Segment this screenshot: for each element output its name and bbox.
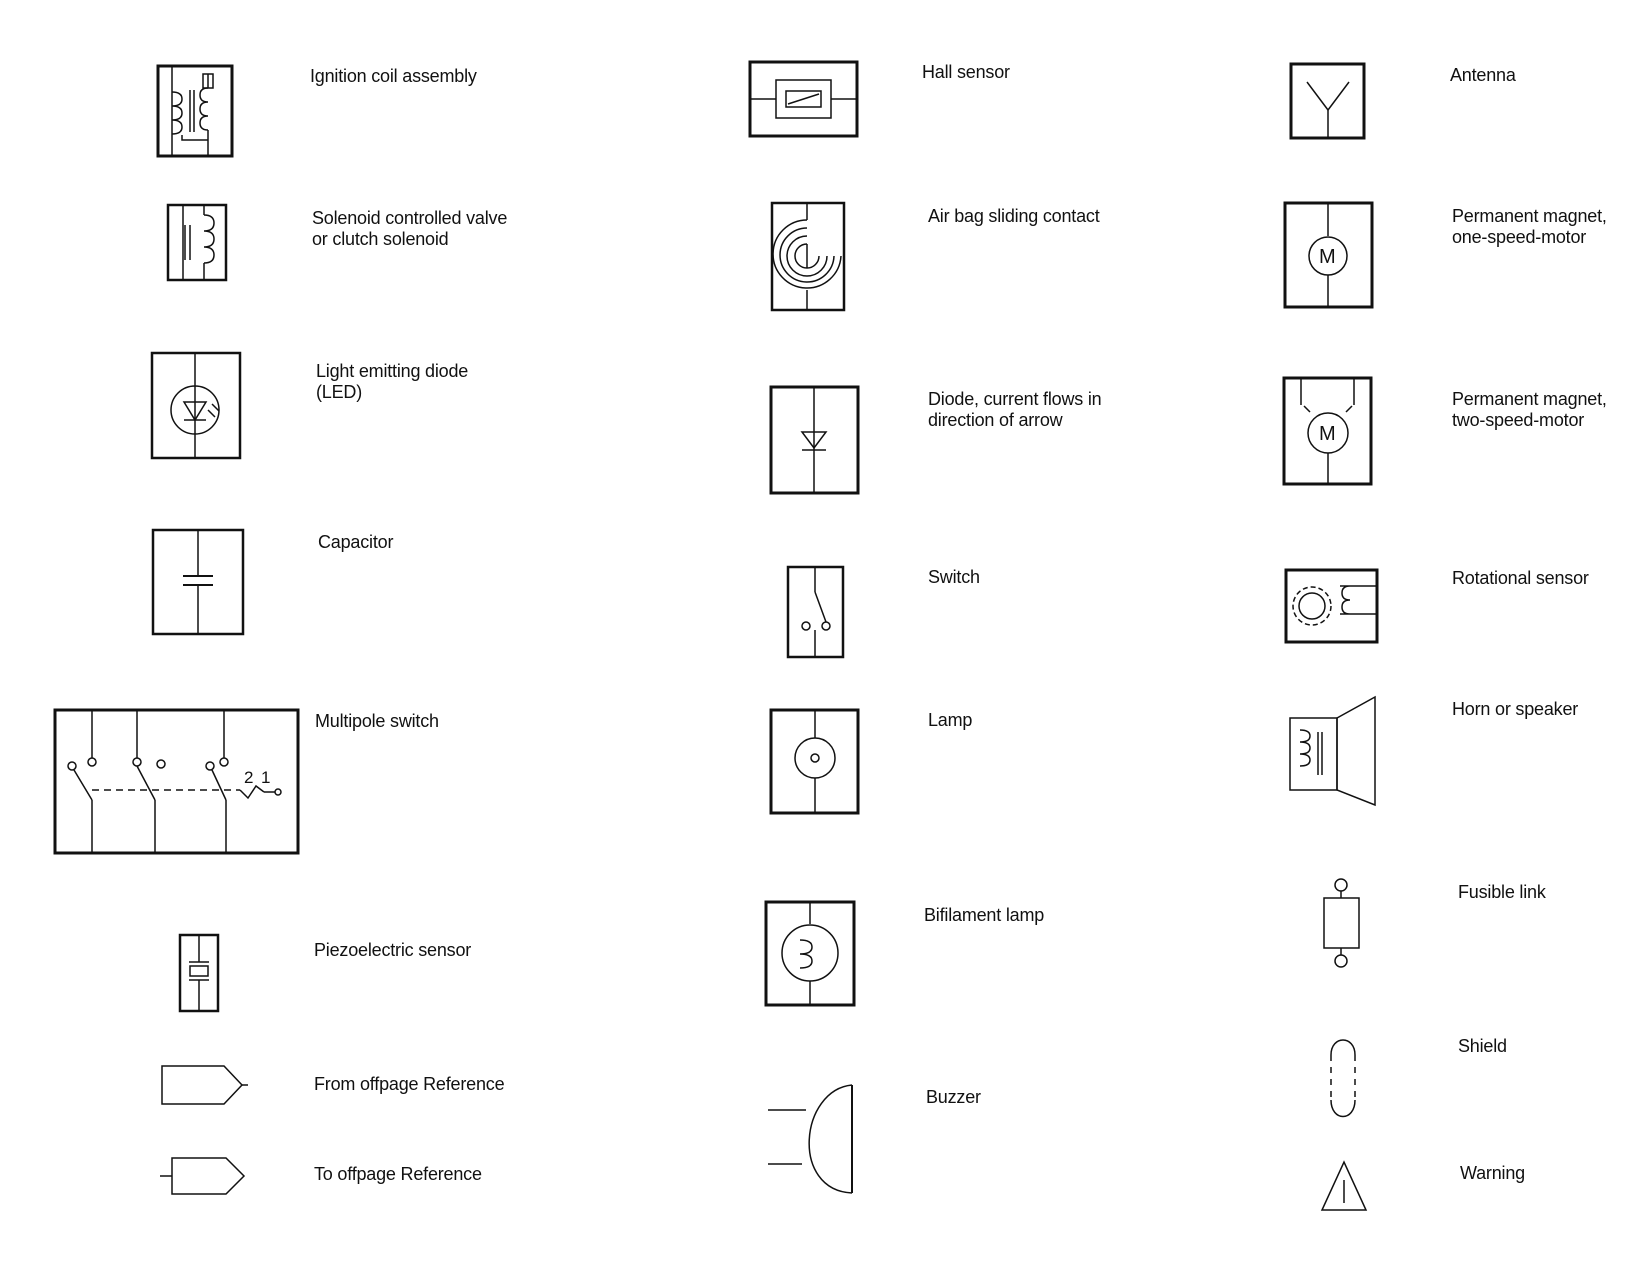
pole-label-1: 1 [261,768,271,787]
solenoid-valve-icon [168,205,226,280]
piezo-sensor-icon [180,935,218,1011]
from-offpage-icon [162,1066,248,1104]
label-airbag-contact: Air bag sliding contact [928,206,1100,226]
label-one-speed-motor: Permanent magnet, one-speed-motor [1452,206,1607,247]
label-horn-speaker: Horn or speaker [1452,699,1579,719]
motor-letter-2: M [1319,423,1336,445]
warning-icon [1322,1162,1366,1210]
led-icon [152,353,240,458]
multipole-switch-icon [55,710,298,853]
antenna-icon [1291,64,1364,138]
capacitor-icon [153,530,243,634]
diode-icon [771,387,858,493]
label-hall-sensor: Hall sensor [922,62,1010,82]
label-fusible-link: Fusible link [1458,882,1546,902]
label-two-speed-motor: Permanent magnet, two-speed-motor [1452,389,1607,430]
ignition-coil-icon [158,66,232,156]
label-to-offpage: To offpage Reference [314,1164,482,1184]
label-switch: Switch [928,567,980,587]
label-multipole-switch: Multipole switch [315,711,439,731]
pole-label-2: 2 [244,768,254,787]
label-antenna: Antenna [1450,65,1516,85]
fusible-link-icon [1324,879,1359,967]
switch-icon [788,567,843,657]
lamp-icon [771,710,858,813]
rotational-sensor-icon [1286,570,1377,642]
label-piezo-sensor: Piezoelectric sensor [314,940,472,960]
label-solenoid-valve: Solenoid controlled valve or clutch solenoid [312,208,508,249]
label-shield: Shield [1458,1036,1507,1056]
shield-icon [1331,1040,1355,1117]
label-warning: Warning [1460,1163,1525,1183]
label-capacitor: Capacitor [318,532,394,552]
label-led: Light emitting diode (LED) [316,361,469,402]
label-bifilament-lamp: Bifilament lamp [924,905,1045,925]
label-lamp: Lamp [928,710,973,730]
label-rotational-sensor: Rotational sensor [1452,568,1589,588]
buzzer-icon [768,1078,852,1193]
two-speed-motor-icon [1284,378,1371,484]
one-speed-motor-icon [1285,203,1372,307]
label-ignition-coil: Ignition coil assembly [310,66,477,86]
hall-sensor-icon [750,62,857,136]
motor-letter-1: M [1319,246,1336,268]
label-diode: Diode, current flows in direction of arrow [928,389,1102,430]
to-offpage-icon [160,1158,244,1194]
label-buzzer: Buzzer [926,1087,981,1107]
horn-speaker-icon [1290,697,1375,805]
bifilament-lamp-icon [766,902,854,1005]
airbag-contact-icon [772,203,844,310]
label-from-offpage: From offpage Reference [314,1074,505,1094]
